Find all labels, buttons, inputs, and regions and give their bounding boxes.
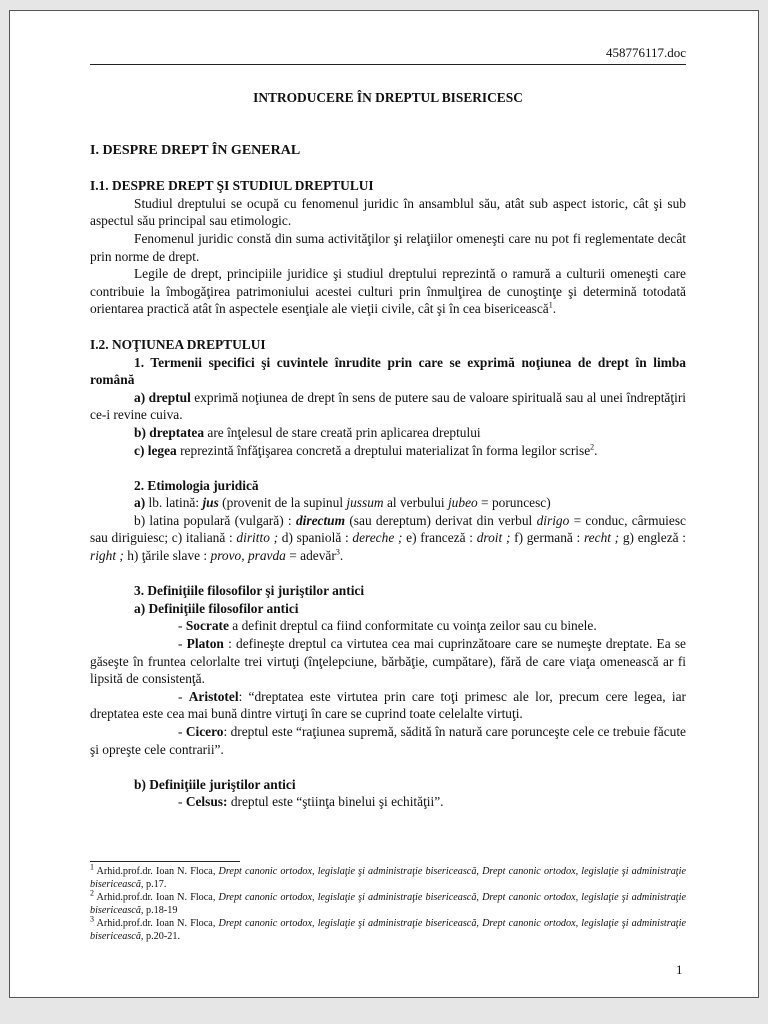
point-1-item-b: b) dreptatea are înţelesul de stare creată prin aplicarea dreptului <box>134 424 481 440</box>
definition-aristotel: - Aristotel: “dreptatea este virtutea prin care toţi primesc ale lor, precum cere legea, iar dreptatea este cea mai bună dintre virtuţi în care se cuprind toate celelalte virtuţi. <box>90 688 686 722</box>
document-title: INTRODUCERE ÎN DREPTUL BISERICESC <box>253 90 523 105</box>
point-3-a-heading: a) Definiţiile filosofilor antici <box>134 600 299 616</box>
subsection-1-1-heading: I.1. DESPRE DREPT ŞI STUDIUL DREPTULUI <box>90 178 374 194</box>
footnote-separator <box>90 861 240 862</box>
header-rule <box>90 64 686 65</box>
footnote-3: $^3$ Arhid.prof.dr. Ioan N. Floca, Drept canonic ortodox, legislaţie şi administraţie bisericească, Drept canonic ortodox, legislaţie şi administraţie bisericească, p.20-21. <box>90 914 686 943</box>
page-number: 1 <box>676 962 683 977</box>
page-body <box>90 45 686 811</box>
point-1-item-a: a) dreptul exprimă noţiunea de drept în sens de putere sau de valoare spirituală sau al unei îndreptăţiri ce-i revine cuiva. <box>90 389 686 423</box>
definition-platon: - Platon : defineşte dreptul ca virtutea cea mai cuprinzătoare care se numeşte dreptate. Ea se găseşte în fruntea celorlalte trei virtuţi (înţelepciune, bărbăţie, cumpătare), fără de care viaţa omenească ar fi lipsită de consistenţă. <box>90 636 687 687</box>
footnotes <box>90 861 686 944</box>
definition-cicero: - Cicero: dreptul este “raţiunea supremă, sădită în natură care porunceşte cele ce trebuie făcute şi opreşte cele contrarii”. <box>90 724 686 757</box>
point-3-heading: 3. Definiţiile filosofilor şi juriştilor antici <box>134 583 365 599</box>
point-2-item-b: b) latina populară (vulgară) : directum (sau dereptum) derivat din verbul dirigo = conduc, cârmuiesc sau diriguiesc; c) italiană : diritto ; d) spaniolă : dereche ; e) franceză : droit ; f) germană : recht ; g) engleză : right ; h) ţările slave : provo, pravda = adevăr$^3$. <box>90 512 687 564</box>
point-2-item-a: a) lb. latină: jus (provenit de la supinul jussum al verbului jubeo = poruncesc) <box>134 495 551 511</box>
footnote-1: $^1$ Arhid.prof.dr. Ioan N. Floca, Drept canonic ortodox, legislaţie şi administraţie bisericească, Drept canonic ortodox, legislaţie şi administraţie bisericească, p.17. <box>90 862 686 891</box>
section-1-heading: I. DESPRE DREPT ÎN GENERAL <box>90 142 301 158</box>
footnote-2: $^2$ Arhid.prof.dr. Ioan N. Floca, Drept canonic ortodox, legislaţie şi administraţie bisericească, Drept canonic ortodox, legislaţie şi administraţie bisericească, p.18-19 <box>90 888 686 917</box>
paragraph-3: Legile de drept, principiile juridice şi studiul dreptului reprezintă o ramură a culturii omeneşti care contribuie la îmbogăţirea patrimoniului acestei culturi prin înmulţirea de cunoştinţe şi determină totodată orientarea practică atât în aspectele esenţiale ale vieţii civile, cât şi în cea bisericească$^1$. <box>90 266 686 317</box>
point-2-heading: 2. Etimologia juridică <box>134 477 259 493</box>
header-filename: 458776117.doc <box>605 45 686 60</box>
definition-celsus: - Celsus: dreptul este “ştiinţa binelui şi echităţii”. <box>178 794 444 810</box>
point-1-heading: 1. Termenii specifici şi cuvintele înrudite prin care se exprimă noţiunea de drept în limba română <box>90 354 686 388</box>
footnote-ref-1: 1 <box>548 300 553 310</box>
point-3-b-heading: b) Definiţiile juriştilor antici <box>134 776 296 792</box>
paragraph-2: Fenomenul juridic constă din suma activităţilor şi relaţiilor omeneşti care nu pot fi reglementate decât prin norme de drept. <box>90 230 686 264</box>
subsection-1-2-heading: I.2. NOŢIUNEA DREPTULUI <box>90 336 266 352</box>
footnote-ref-2: 2 <box>590 442 595 452</box>
paragraph-1: Studiul dreptului se ocupă cu fenomenul juridic în ansamblul său, atât sub aspect istoric, cât şi sub aspectul său principal sau etimologic. <box>90 195 686 229</box>
document-page <box>9 10 759 998</box>
definition-socrate: - Socrate a definit dreptul ca fiind conformitate cu voinţa zeilor sau cu binele. <box>178 618 597 634</box>
point-1-item-c: c) legea reprezintă înfăţişarea concretă a dreptului materializat în forma legilor scrise$^2$. <box>134 442 598 458</box>
footnote-ref-3: 3 <box>335 547 340 557</box>
